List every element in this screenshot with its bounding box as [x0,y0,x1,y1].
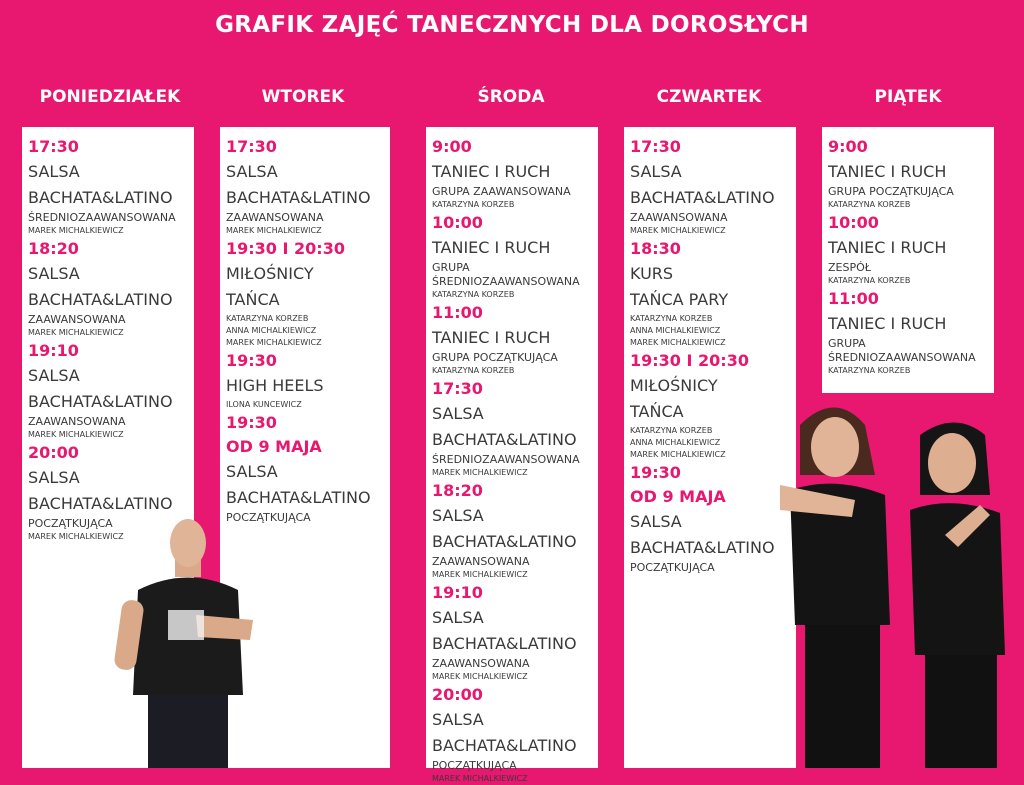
class-time: 11:00 [432,303,483,322]
class-name: SALSA [432,608,484,627]
class-time: 10:00 [828,213,879,232]
instructor-name: MAREK MICHALKIEWICZ [630,226,726,235]
instructor-name: ILONA KUNCEWICZ [226,400,302,409]
class-level: ZAAWANSOWANA [432,657,530,670]
class-name: SALSA [432,710,484,729]
class-time: 18:30 [630,239,681,258]
class-level: ZESPÓŁ [828,261,871,274]
class-level: POCZĄTKUJĄCA [28,517,113,530]
class-time: 18:20 [432,481,483,500]
day-header-wednesday: ŚRODA [477,87,545,107]
class-name: BACHATA&LATINO [432,634,577,653]
instructor-photo-man [118,515,258,768]
class-time: 19:30 [630,463,681,482]
instructor-name: KATARZYNA KORZEB [828,200,911,209]
class-name: BACHATA&LATINO [630,188,775,207]
day-header-friday: PIĄTEK [874,87,942,107]
instructor-name: MAREK MICHALKIEWICZ [226,338,322,347]
instructor-name: ANNA MICHALKIEWICZ [226,326,317,335]
class-name: KURS [630,264,674,283]
class-level: GRUPA [432,261,470,274]
class-name: SALSA [630,162,682,181]
class-name: SALSA [630,512,682,531]
class-level: ZAAWANSOWANA [226,211,324,224]
class-level: GRUPA POCZĄTKUJĄCA [828,185,954,198]
class-name: TANIEC I RUCH [432,238,551,257]
class-name: BACHATA&LATINO [630,538,775,557]
class-name: BACHATA&LATINO [226,188,371,207]
class-name: SALSA [432,506,484,525]
class-level: ZAAWANSOWANA [28,415,126,428]
class-name: TAŃCA PARY [630,290,729,309]
instructor-name: MAREK MICHALKIEWICZ [432,672,528,681]
class-name: TANIEC I RUCH [432,162,551,181]
instructor-name: ANNA MICHALKIEWICZ [630,438,721,447]
day-header-monday: PONIEDZIAŁEK [39,87,181,107]
class-time: OD 9 MAJA [226,437,322,456]
class-name: BACHATA&LATINO [432,736,577,755]
class-name: TANIEC I RUCH [828,314,947,333]
instructor-name: KATARZYNA KORZEB [432,200,515,209]
instructor-name: MAREK MICHALKIEWICZ [28,226,124,235]
class-name: SALSA [226,462,278,481]
class-time: 17:30 [432,379,483,398]
instructor-name: ANNA MICHALKIEWICZ [630,326,721,335]
class-name: SALSA [28,162,80,181]
instructor-name: MAREK MICHALKIEWICZ [28,328,124,337]
class-time: 17:30 [28,137,79,156]
instructor-name: MAREK MICHALKIEWICZ [226,226,322,235]
instructor-name: MAREK MICHALKIEWICZ [28,532,124,541]
instructor-photo-women [780,395,1024,768]
class-level: POCZĄTKUJĄCA [432,759,517,772]
class-name: TANIEC I RUCH [828,162,947,181]
class-name: TAŃCA [226,290,280,309]
class-level: ŚREDNIOZAAWANSOWANA [432,275,580,288]
class-time: 19:30 [226,413,277,432]
class-name: BACHATA&LATINO [28,392,173,411]
class-name: HIGH HEELS [226,376,324,395]
instructor-name: KATARZYNA KORZEB [630,314,713,323]
class-name: SALSA [28,468,80,487]
class-name: BACHATA&LATINO [226,488,371,507]
instructor-name: MAREK MICHALKIEWICZ [630,338,726,347]
instructor-name: MAREK MICHALKIEWICZ [432,570,528,579]
class-time: 17:30 [226,137,277,156]
schedule-column-friday [822,127,994,393]
instructor-name: KATARZYNA KORZEB [226,314,309,323]
instructor-name: KATARZYNA KORZEB [432,366,515,375]
class-time: 20:00 [432,685,483,704]
class-name: SALSA [28,366,80,385]
class-level: GRUPA [828,337,866,350]
class-level: ZAAWANSOWANA [630,211,728,224]
class-time: 19:10 [28,341,79,360]
instructor-name: KATARZYNA KORZEB [828,366,911,375]
class-name: TANIEC I RUCH [432,328,551,347]
class-name: BACHATA&LATINO [432,532,577,551]
class-time: 19:30 I 20:30 [226,239,345,258]
class-time: 18:20 [28,239,79,258]
class-level: POCZĄTKUJĄCA [226,511,311,524]
class-name: BACHATA&LATINO [432,430,577,449]
schedule-column-wednesday [426,127,598,783]
class-time: OD 9 MAJA [630,487,726,506]
class-level: ZAAWANSOWANA [432,555,530,568]
class-level: ŚREDNIOZAAWANSOWANA [28,211,176,224]
class-name: BACHATA&LATINO [28,290,173,309]
class-name: BACHATA&LATINO [28,494,173,513]
class-name: BACHATA&LATINO [28,188,173,207]
class-name: MIŁOŚNICY [630,376,718,395]
class-level: ŚREDNIOZAAWANSOWANA [828,351,976,364]
class-level: ŚREDNIOZAAWANSOWANA [432,453,580,466]
class-time: 20:00 [28,443,79,462]
class-name: SALSA [226,162,278,181]
class-time: 19:10 [432,583,483,602]
day-header-thursday: CZWARTEK [656,87,762,107]
class-name: SALSA [28,264,80,283]
page-title: GRAFIK ZAJĘĆ TANECZNYCH DLA DOROSŁYCH [215,12,809,38]
instructor-name: KATARZYNA KORZEB [828,276,911,285]
class-time: 9:00 [432,137,472,156]
class-time: 19:30 [226,351,277,370]
class-level: GRUPA POCZĄTKUJĄCA [432,351,558,364]
class-time: 9:00 [828,137,868,156]
class-name: SALSA [432,404,484,423]
day-header-tuesday: WTOREK [261,87,345,107]
class-time: 11:00 [828,289,879,308]
schedule-column-thursday [624,127,796,768]
class-name: TAŃCA [630,402,684,421]
class-time: 19:30 I 20:30 [630,351,749,370]
instructor-name: MAREK MICHALKIEWICZ [432,468,528,477]
instructor-name: MAREK MICHALKIEWICZ [28,430,124,439]
class-level: GRUPA ZAAWANSOWANA [432,185,571,198]
class-level: POCZĄTKUJĄCA [630,561,715,574]
instructor-name: MAREK MICHALKIEWICZ [432,774,528,783]
instructor-name: KATARZYNA KORZEB [432,290,515,299]
instructor-name: MAREK MICHALKIEWICZ [630,450,726,459]
instructor-name: KATARZYNA KORZEB [630,426,713,435]
class-time: 10:00 [432,213,483,232]
class-time: 17:30 [630,137,681,156]
class-name: MIŁOŚNICY [226,264,314,283]
class-name: TANIEC I RUCH [828,238,947,257]
class-level: ZAAWANSOWANA [28,313,126,326]
